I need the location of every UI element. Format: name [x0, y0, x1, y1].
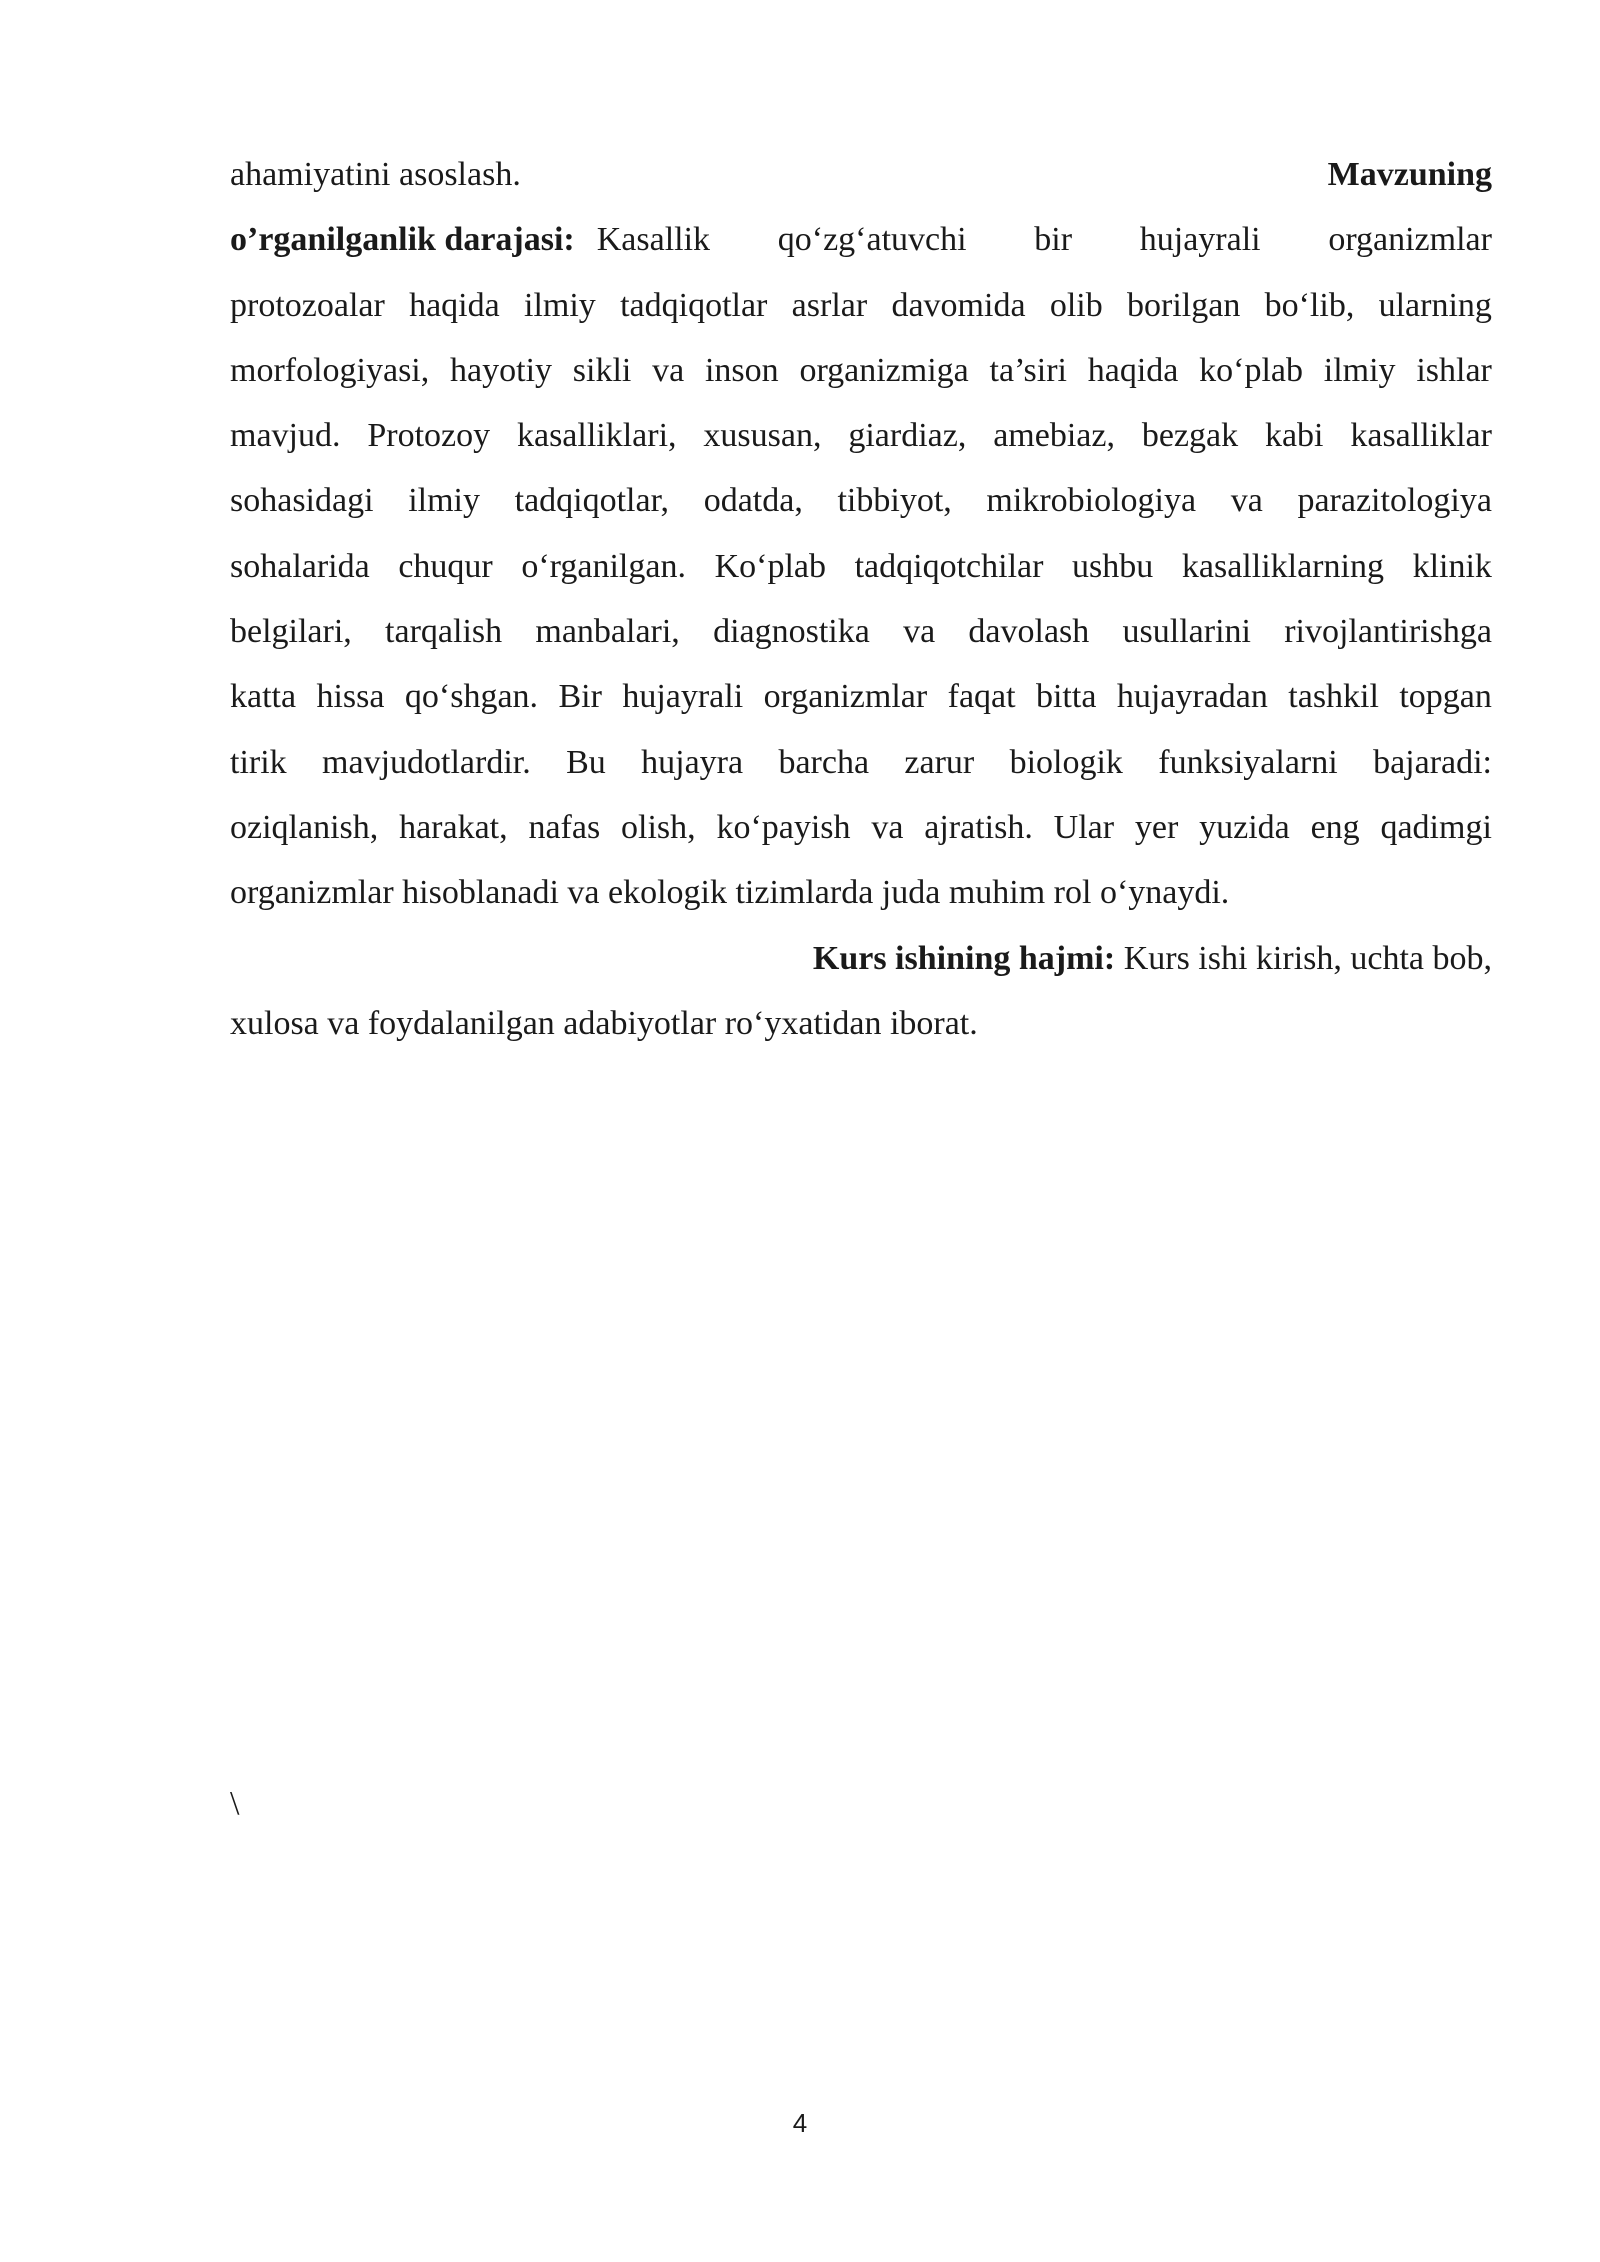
- word: ko‘payish: [716, 808, 851, 846]
- word: ushbu: [1072, 547, 1154, 585]
- text-fragment: Kurs ishi kirish, uchta bob,: [1123, 939, 1492, 977]
- text-line: [230, 338, 1492, 403]
- word: o‘rganilgan.: [521, 547, 686, 585]
- section-heading: Kurs ishining hajmi:: [812, 939, 1116, 977]
- text-line: [230, 664, 1492, 729]
- word: topgan: [1399, 678, 1492, 716]
- word: protozoalar: [230, 286, 385, 324]
- word: faqat: [947, 678, 1016, 716]
- word: Protozoy: [367, 417, 491, 455]
- word: belgilari,: [230, 613, 352, 651]
- word: tadqiqotlar: [620, 286, 768, 324]
- word: ularning: [1378, 286, 1492, 324]
- word: qadimgi: [1380, 808, 1492, 846]
- word: Ular: [1053, 808, 1115, 846]
- section-heading: o’rganilganlik darajasi:: [230, 221, 575, 259]
- word: manbalari,: [535, 613, 680, 651]
- word: usullarini: [1122, 613, 1251, 651]
- word: olib: [1049, 286, 1103, 324]
- word: hujayrali: [622, 678, 744, 716]
- word: zarur: [904, 743, 975, 781]
- word: ilmiy: [524, 286, 596, 324]
- word: ko‘plab: [1199, 351, 1303, 389]
- word: tibbiyot,: [837, 482, 952, 520]
- word: mavjudotlardir.: [322, 743, 531, 781]
- text-line: [230, 991, 1492, 1056]
- word: parazitologiya: [1297, 482, 1492, 520]
- word: bir: [1034, 221, 1073, 259]
- word: harakat,: [399, 808, 508, 846]
- text-line: [230, 860, 1492, 925]
- word: sohasidagi: [230, 482, 374, 520]
- stray-backslash: \: [230, 1785, 240, 1822]
- word: haqida: [1087, 351, 1179, 389]
- word: borilgan: [1127, 286, 1241, 324]
- text-fragment: xulosa va foydalanilgan adabiyotlar ro‘yxatidan iborat.: [230, 1004, 978, 1042]
- word: bajaradi:: [1373, 743, 1492, 781]
- text-line: [230, 599, 1492, 664]
- word: organizmiga: [799, 351, 969, 389]
- word: ta’siri: [989, 351, 1067, 389]
- word: ilmiy: [1323, 351, 1396, 389]
- word: yer: [1134, 808, 1179, 846]
- text-line: [230, 273, 1492, 338]
- word: ishlar: [1416, 351, 1492, 389]
- word: Ko‘plab: [714, 547, 826, 585]
- word: klinik: [1412, 547, 1492, 585]
- word: eng: [1310, 808, 1360, 846]
- word: katta: [230, 678, 297, 716]
- text-line: [230, 534, 1492, 599]
- text-line: [230, 468, 1492, 533]
- word: davolash: [968, 613, 1090, 651]
- text-line: [230, 403, 1492, 468]
- word: rivojlantirishga: [1284, 613, 1492, 651]
- word: organizmlar: [763, 678, 928, 716]
- word: Kasallik: [596, 221, 711, 259]
- word: kabi: [1264, 417, 1324, 455]
- word: oziqlanish,: [230, 808, 379, 846]
- word: giardiaz,: [848, 417, 967, 455]
- word: tadqiqotchilar: [854, 547, 1044, 585]
- word: biologik: [1009, 743, 1123, 781]
- word: bezgak: [1141, 417, 1239, 455]
- word: qo‘zg‘atuvchi: [777, 221, 967, 259]
- word: mavjud.: [230, 417, 341, 455]
- text-line: [230, 207, 1492, 272]
- word: bo‘lib,: [1264, 286, 1355, 324]
- text-line: [230, 926, 1492, 991]
- word: morfologiyasi,: [230, 351, 430, 389]
- word: haqida: [409, 286, 500, 324]
- word: qo‘shgan.: [404, 678, 539, 716]
- word: hujayrali: [1139, 221, 1261, 259]
- word: nafas: [528, 808, 601, 846]
- word: mikrobiologiya: [986, 482, 1197, 520]
- word: davomida: [891, 286, 1026, 324]
- word: Bu: [566, 743, 606, 781]
- page-number: 4: [792, 2108, 808, 2138]
- text-fragment: ahamiyatini asoslash.: [230, 156, 521, 193]
- word: tashkil: [1288, 678, 1379, 716]
- word: amebiaz,: [993, 417, 1115, 455]
- word: yuzida: [1199, 808, 1290, 846]
- word: ajratish.: [924, 808, 1033, 846]
- word: tirik: [230, 743, 287, 781]
- body-text: [230, 142, 1492, 1056]
- word: ilmiy: [408, 482, 480, 520]
- word: va: [652, 351, 685, 389]
- word: inson: [704, 351, 779, 389]
- word: hayotiy: [450, 351, 553, 389]
- word: tarqalish: [385, 613, 503, 651]
- word: olish,: [621, 808, 696, 846]
- word: hissa: [316, 678, 385, 716]
- text-fragment: [597, 207, 1492, 272]
- section-heading: Mavzuning: [1327, 156, 1492, 193]
- word: hujayra: [641, 743, 744, 781]
- word: sohalarida: [230, 547, 370, 585]
- word: funksiyalarni: [1158, 743, 1338, 781]
- text-line: [230, 142, 1492, 207]
- word: organizmlar: [1328, 221, 1492, 259]
- text-line: [230, 730, 1492, 795]
- word: va: [1230, 482, 1263, 520]
- word: kasalliklarning: [1181, 547, 1384, 585]
- word: chuqur: [398, 547, 493, 585]
- word: diagnostika: [713, 613, 870, 651]
- word: barcha: [778, 743, 870, 781]
- word: va: [903, 613, 936, 651]
- word: sikli: [572, 351, 632, 389]
- word: kasalliklar: [1350, 417, 1492, 455]
- word: va: [871, 808, 904, 846]
- word: bitta: [1035, 678, 1097, 716]
- word: xususan,: [703, 417, 822, 455]
- word: odatda,: [703, 482, 803, 520]
- word: Bir: [558, 678, 602, 716]
- word: kasalliklari,: [516, 417, 677, 455]
- text-fragment: organizmlar hisoblanadi va ekologik tizimlarda juda muhim rol o‘ynaydi.: [230, 874, 1230, 912]
- text-line: [230, 795, 1492, 860]
- word: hujayradan: [1116, 678, 1268, 716]
- word: asrlar: [791, 286, 868, 324]
- word: tadqiqotlar,: [514, 482, 670, 520]
